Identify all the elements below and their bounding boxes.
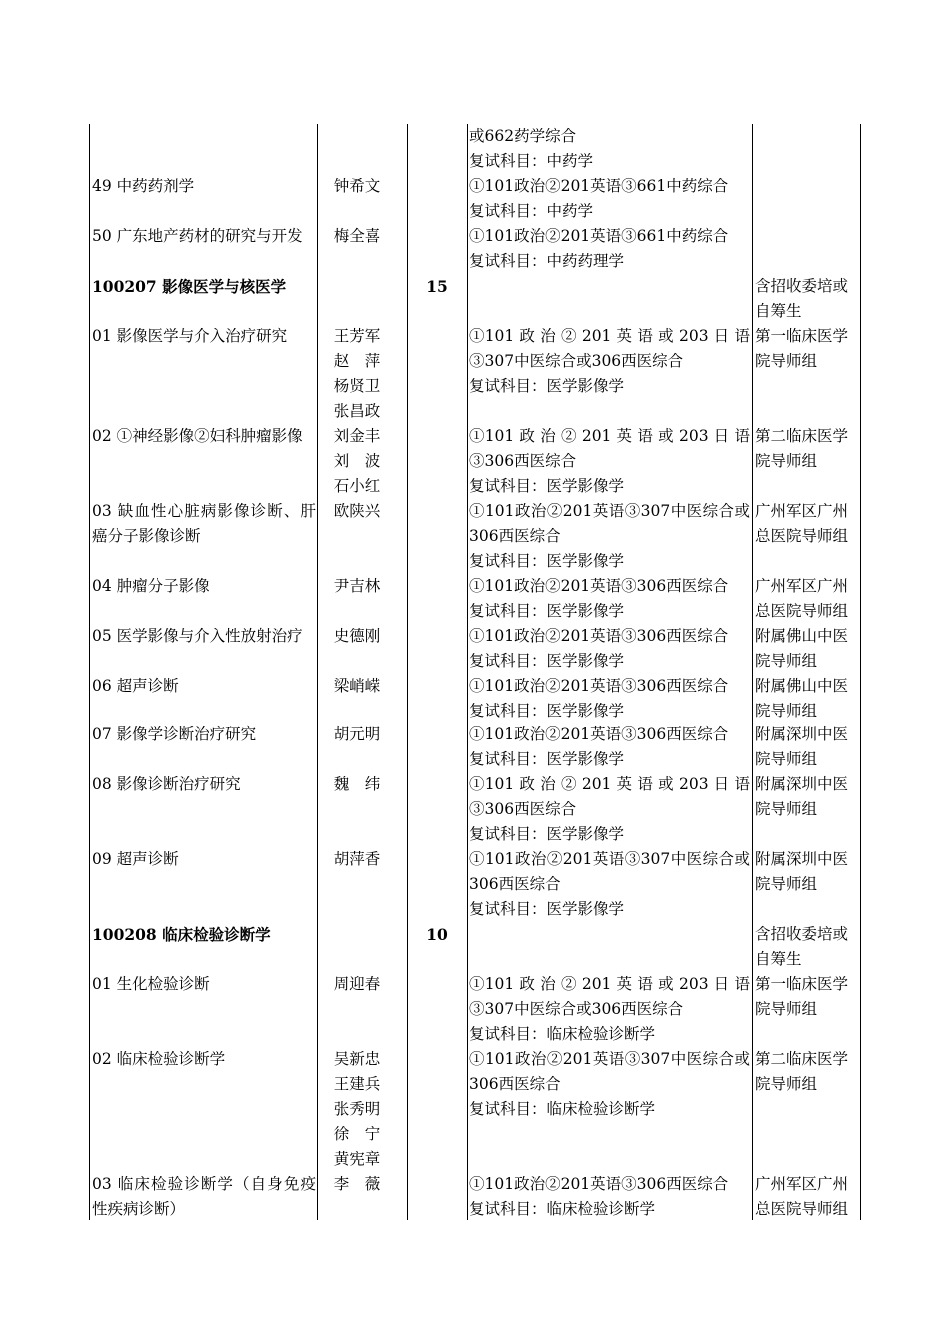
exam-subjects xyxy=(469,124,750,174)
research-direction: 06 超声诊断 xyxy=(92,677,179,695)
research-direction: 50 广东地产药材的研究与开发 xyxy=(92,227,303,245)
remark-text: 第二临床医学院导师组 xyxy=(755,427,849,470)
exam-subject-line: 复试科目：医学影像学 xyxy=(469,552,625,570)
research-direction: 03 缺血性心脏病影像诊断、肝癌分子影像诊断 xyxy=(92,502,316,545)
supervisor-list xyxy=(326,324,388,424)
exam-subjects xyxy=(469,674,750,724)
remark-text: 附属深圳中医院导师组 xyxy=(755,775,849,818)
supervisor-list xyxy=(326,224,388,249)
exam-subjects xyxy=(469,624,750,674)
remarks xyxy=(755,972,861,1022)
research-direction: 49 中药药剂学 xyxy=(92,177,195,195)
exam-subjects xyxy=(469,324,750,399)
exam-subject-line: 复试科目：中药学 xyxy=(469,152,594,170)
exam-subjects xyxy=(469,847,750,922)
exam-subject-line: 复试科目：医学影像学 xyxy=(469,477,625,495)
exam-subject-line: 复试科目：临床检验诊断学 xyxy=(469,1025,656,1043)
remarks xyxy=(755,574,861,624)
remarks xyxy=(755,722,861,772)
remarks xyxy=(755,274,861,324)
remark-text: 第一临床医学院导师组 xyxy=(755,975,849,1018)
remarks xyxy=(755,499,861,549)
research-direction: 02 ①神经影像②妇科肿瘤影像 xyxy=(92,427,303,445)
remark-text: 附属深圳中医院导师组 xyxy=(755,850,849,893)
exam-subjects xyxy=(469,972,750,1047)
supervisor-name: 张秀明 xyxy=(333,1100,381,1118)
exam-subjects xyxy=(469,1172,750,1222)
supervisor-name: 石小红 xyxy=(333,477,381,495)
supervisor-name: 吴新忠 xyxy=(333,1050,381,1068)
remarks xyxy=(755,674,861,724)
supervisor-name: 王建兵 xyxy=(333,1075,381,1093)
remarks xyxy=(755,624,861,674)
exam-subject-line: ①101政治②201英语③307中医综合或306西医综合 xyxy=(469,502,750,545)
exam-subject-line: 复试科目：医学影像学 xyxy=(469,900,625,918)
supervisor-name: 梅全喜 xyxy=(333,227,381,245)
research-direction: 09 超声诊断 xyxy=(92,850,179,868)
exam-subject-line: 复试科目：医学影像学 xyxy=(469,602,625,620)
supervisor-name: 刘金丰 xyxy=(333,427,381,445)
remark-text: 附属佛山中医院导师组 xyxy=(755,677,849,720)
supervisor-name: 徐 宁 xyxy=(333,1125,381,1143)
exam-subjects xyxy=(469,424,750,499)
remark-text: 广州军区广州总医院导师组 xyxy=(755,577,849,620)
remark-text: 含招收委培或自筹生 xyxy=(755,277,849,320)
research-direction: 08 影像诊断治疗研究 xyxy=(92,775,241,793)
remarks xyxy=(755,424,861,474)
table-border-left xyxy=(89,124,90,1220)
remarks xyxy=(755,847,861,897)
exam-subject-line: ①101政治②201英语③306西医综合 xyxy=(469,677,729,695)
supervisor-name: 杨贤卫 xyxy=(333,377,381,395)
research-direction: 03 临床检验诊断学（自身免疫性疾病诊断） xyxy=(92,1175,316,1218)
research-direction: 01 生化检验诊断 xyxy=(92,975,210,993)
exam-subject-line: ①101政治②201英语③307中医综合或306西医综合 xyxy=(469,1050,750,1093)
exam-subjects xyxy=(469,499,750,574)
supervisor-list xyxy=(326,847,388,872)
supervisor-list xyxy=(326,574,388,599)
exam-subjects xyxy=(469,174,750,224)
remark-text: 广州军区广州总医院导师组 xyxy=(755,502,849,545)
exam-subject-line: 复试科目：中药学 xyxy=(469,202,594,220)
exam-subject-line: ①101政治②201英语③661中药综合 xyxy=(469,177,729,195)
exam-subject-line: ①101 政 治 ② 201 英 语 或 203 日 语③306西医综合 xyxy=(469,775,750,818)
remark-text: 第一临床医学院导师组 xyxy=(755,327,849,370)
research-direction: 100207 影像医学与核医学 xyxy=(92,277,287,296)
exam-subject-line: 复试科目：医学影像学 xyxy=(469,825,625,843)
research-direction: 04 肿瘤分子影像 xyxy=(92,577,210,595)
column-divider xyxy=(752,124,753,1220)
program-table xyxy=(89,124,861,1220)
research-direction: 05 医学影像与介入性放射治疗 xyxy=(92,627,303,645)
exam-subject-line: ①101 政 治 ② 201 英 语 或 203 日 语③306西医综合 xyxy=(469,427,750,470)
exam-subject-line: 或662药学综合 xyxy=(469,127,577,145)
supervisor-list xyxy=(326,722,388,747)
enrollment-quota: 15 xyxy=(426,277,448,296)
remark-text: 第二临床医学院导师组 xyxy=(755,1050,849,1093)
supervisor-list xyxy=(326,624,388,649)
exam-subject-line: ①101 政 治 ② 201 英 语 或 203 日 语③307中医综合或306西医综合 xyxy=(469,975,750,1018)
remarks xyxy=(755,1047,861,1097)
exam-subject-line: ①101政治②201英语③306西医综合 xyxy=(469,1175,729,1193)
remarks xyxy=(755,324,861,374)
exam-subject-line: ①101政治②201英语③306西医综合 xyxy=(469,577,729,595)
remarks xyxy=(755,922,861,972)
exam-subject-line: 复试科目：医学影像学 xyxy=(469,377,625,395)
supervisor-list xyxy=(326,674,388,699)
enrollment-quota: 10 xyxy=(426,925,448,944)
research-direction: 100208 临床检验诊断学 xyxy=(92,925,271,944)
supervisor-name: 周迎春 xyxy=(333,975,381,993)
exam-subject-line: 复试科目：临床检验诊断学 xyxy=(469,1200,656,1218)
supervisor-name: 欧陕兴 xyxy=(333,502,381,520)
supervisor-list xyxy=(326,174,388,199)
supervisor-name: 赵 萍 xyxy=(333,352,381,370)
supervisor-name: 王芳军 xyxy=(333,327,381,345)
exam-subject-line: 复试科目：医学影像学 xyxy=(469,750,625,768)
remark-text: 附属深圳中医院导师组 xyxy=(755,725,849,768)
column-divider xyxy=(467,124,468,1220)
exam-subjects xyxy=(469,722,750,772)
column-divider xyxy=(317,124,318,1220)
supervisor-name: 梁峭嵘 xyxy=(333,677,381,695)
exam-subjects xyxy=(469,224,750,274)
supervisor-list xyxy=(326,772,388,797)
exam-subject-line: ①101政治②201英语③306西医综合 xyxy=(469,725,729,743)
supervisor-name: 魏 纬 xyxy=(333,775,381,793)
exam-subject-line: ①101 政 治 ② 201 英 语 或 203 日 语③307中医综合或306西医综合 xyxy=(469,327,750,370)
supervisor-name: 史德刚 xyxy=(333,627,381,645)
exam-subjects xyxy=(469,574,750,624)
exam-subject-line: 复试科目：中药药理学 xyxy=(469,252,625,270)
supervisor-name: 胡元明 xyxy=(333,725,381,743)
exam-subject-line: 复试科目：医学影像学 xyxy=(469,702,625,720)
research-direction: 01 影像医学与介入治疗研究 xyxy=(92,327,288,345)
supervisor-name: 刘 波 xyxy=(333,452,381,470)
supervisor-name: 黄宪章 xyxy=(333,1150,381,1168)
exam-subject-line: ①101政治②201英语③661中药综合 xyxy=(469,227,729,245)
supervisor-name: 尹吉林 xyxy=(333,577,381,595)
supervisor-name: 钟希文 xyxy=(333,177,381,195)
exam-subject-line: 复试科目：临床检验诊断学 xyxy=(469,1100,656,1118)
research-direction: 02 临床检验诊断学 xyxy=(92,1050,226,1068)
exam-subject-line: ①101政治②201英语③307中医综合或306西医综合 xyxy=(469,850,750,893)
supervisor-name: 张昌政 xyxy=(333,402,381,420)
supervisor-list xyxy=(326,972,388,997)
remark-text: 含招收委培或自筹生 xyxy=(755,925,849,968)
research-direction: 07 影像学诊断治疗研究 xyxy=(92,725,257,743)
exam-subject-line: ①101政治②201英语③306西医综合 xyxy=(469,627,729,645)
exam-subjects xyxy=(469,1047,750,1122)
supervisor-name: 李 薇 xyxy=(333,1175,381,1193)
remarks xyxy=(755,772,861,822)
supervisor-list xyxy=(326,499,388,524)
supervisor-name: 胡萍香 xyxy=(333,850,381,868)
supervisor-list xyxy=(326,1172,388,1197)
remarks xyxy=(755,1172,861,1222)
supervisor-list xyxy=(326,1047,388,1172)
exam-subject-line: 复试科目：医学影像学 xyxy=(469,652,625,670)
remark-text: 附属佛山中医院导师组 xyxy=(755,627,849,670)
remark-text: 广州军区广州总医院导师组 xyxy=(755,1175,849,1218)
supervisor-list xyxy=(326,424,388,499)
exam-subjects xyxy=(469,772,750,847)
